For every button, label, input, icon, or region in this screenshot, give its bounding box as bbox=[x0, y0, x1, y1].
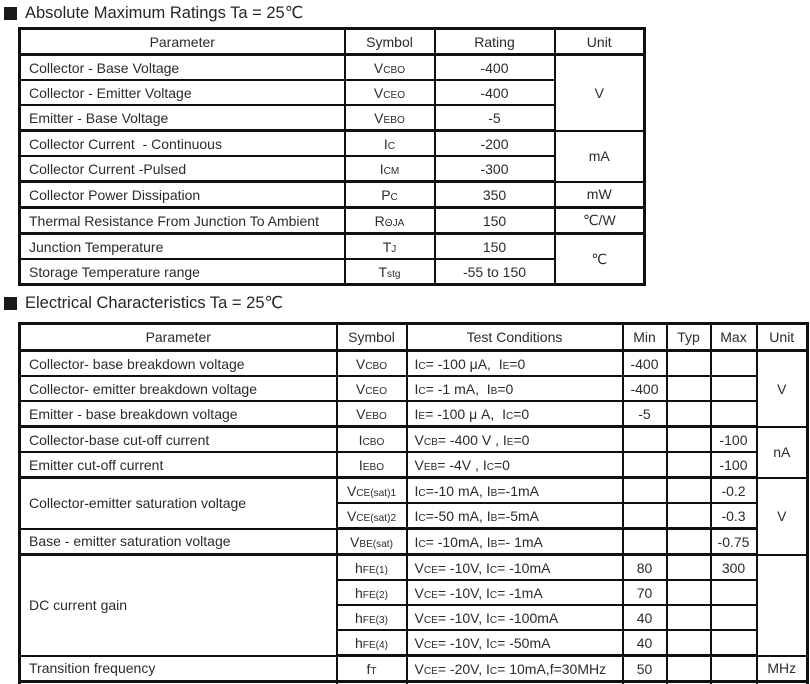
cond-cell: VCE= -10V, IC= -100mA bbox=[407, 605, 623, 630]
typ-cell bbox=[667, 580, 711, 605]
table-row bbox=[20, 452, 808, 478]
min-cell: 40 bbox=[623, 605, 667, 630]
min-cell: 80 bbox=[623, 555, 667, 581]
min-cell: 70 bbox=[623, 580, 667, 605]
max-cell bbox=[711, 630, 757, 656]
param-cell: Junction Temperature bbox=[20, 234, 345, 260]
elec-char-title-row bbox=[4, 293, 283, 313]
cond-cell: VEB= -4V , IC=0 bbox=[407, 452, 623, 478]
typ-cell bbox=[667, 376, 711, 401]
table-row bbox=[20, 478, 808, 504]
cond-cell: IC= -100 μA, IE=0 bbox=[407, 351, 623, 377]
typ-cell bbox=[667, 555, 711, 581]
table-row bbox=[20, 105, 645, 131]
table-row bbox=[20, 656, 808, 682]
max-cell bbox=[711, 580, 757, 605]
table-row bbox=[20, 131, 645, 157]
typ-cell bbox=[667, 656, 711, 682]
cond-cell: VCB= -400 V , IE=0 bbox=[407, 427, 623, 453]
table-row bbox=[20, 427, 808, 453]
table-row bbox=[20, 55, 645, 81]
param-cell: Collector Current - Continuous bbox=[20, 131, 345, 157]
abs-max-table bbox=[18, 27, 646, 286]
min-cell: -400 bbox=[623, 351, 667, 377]
table-row bbox=[20, 182, 645, 208]
max-cell: 300 bbox=[711, 555, 757, 581]
min-cell: -400 bbox=[623, 376, 667, 401]
rating-cell: -55 to 150 bbox=[435, 259, 555, 285]
unit-cell: V bbox=[757, 351, 808, 427]
param-cell: Emitter cut-off current bbox=[20, 452, 337, 478]
col-header-symbol: Symbol bbox=[345, 29, 435, 55]
param-cell: Emitter - Base Voltage bbox=[20, 105, 345, 131]
unit-cell: ℃/W bbox=[555, 208, 645, 234]
symbol-cell: RΘJA bbox=[345, 208, 435, 234]
symbol-cell: VCBO bbox=[345, 55, 435, 81]
table-row bbox=[20, 376, 808, 401]
cond-cell: VCE= -10V, IC= -1mA bbox=[407, 580, 623, 605]
col-header-parameter: Parameter bbox=[20, 29, 345, 55]
table-row bbox=[20, 208, 645, 234]
param-cell: Collector Power Dissipation bbox=[20, 182, 345, 208]
max-cell bbox=[711, 351, 757, 377]
typ-cell bbox=[667, 605, 711, 630]
col-header-symbol: Symbol bbox=[337, 324, 407, 351]
typ-cell bbox=[667, 401, 711, 427]
elec-header-row bbox=[20, 324, 808, 351]
rating-cell: 350 bbox=[435, 182, 555, 208]
col-header-typ: Typ bbox=[667, 324, 711, 351]
symbol-cell: IC bbox=[345, 131, 435, 157]
table-row bbox=[20, 401, 808, 427]
min-cell: 50 bbox=[623, 656, 667, 682]
col-header-rating: Rating bbox=[435, 29, 555, 55]
symbol-cell: hFE(4) bbox=[337, 630, 407, 656]
unit-cell: MHz bbox=[757, 656, 808, 682]
max-cell: -100 bbox=[711, 452, 757, 478]
table-row bbox=[20, 80, 645, 105]
rating-cell: -5 bbox=[435, 105, 555, 131]
param-cell: Transition frequency bbox=[20, 656, 337, 682]
table-row bbox=[20, 259, 645, 285]
symbol-cell: ICBO bbox=[337, 427, 407, 453]
cond-cell: IC= -1 mA, IB=0 bbox=[407, 376, 623, 401]
param-cell: Collector - Emitter Voltage bbox=[20, 80, 345, 105]
param-cell: Base - emitter saturation voltage bbox=[20, 529, 337, 555]
table-row bbox=[20, 351, 808, 377]
param-cell: Collector Current -Pulsed bbox=[20, 156, 345, 182]
section-bullet-icon bbox=[4, 7, 17, 20]
symbol-cell: Tstg bbox=[345, 259, 435, 285]
symbol-cell: hFE(1) bbox=[337, 555, 407, 581]
min-cell bbox=[623, 452, 667, 478]
unit-cell bbox=[757, 555, 808, 656]
elec-char-title: Electrical Characteristics Ta = 25℃ bbox=[25, 294, 284, 312]
symbol-cell: VEBO bbox=[345, 105, 435, 131]
typ-cell bbox=[667, 529, 711, 555]
cond-cell: VCE= -20V, IC= 10mA,f=30MHz bbox=[407, 656, 623, 682]
min-cell bbox=[623, 427, 667, 453]
table-row bbox=[20, 234, 645, 260]
param-cell: Storage Temperature range bbox=[20, 259, 345, 285]
min-cell bbox=[623, 503, 667, 529]
typ-cell bbox=[667, 503, 711, 529]
max-cell bbox=[711, 656, 757, 682]
unit-cell: nA bbox=[757, 427, 808, 478]
symbol-cell: VCE(sat)2 bbox=[337, 503, 407, 529]
unit-cell: V bbox=[757, 478, 808, 555]
rating-cell: -200 bbox=[435, 131, 555, 157]
symbol-cell: VEBO bbox=[337, 401, 407, 427]
rating-cell: 150 bbox=[435, 234, 555, 260]
symbol-cell: VCBO bbox=[337, 351, 407, 377]
cond-cell: IC=-50 mA, IB=-5mA bbox=[407, 503, 623, 529]
table-row bbox=[20, 156, 645, 182]
min-cell bbox=[623, 478, 667, 504]
max-cell bbox=[711, 605, 757, 630]
abs-max-header-row bbox=[20, 29, 645, 55]
param-cell: Thermal Resistance From Junction To Ambient bbox=[20, 208, 345, 234]
typ-cell bbox=[667, 351, 711, 377]
symbol-cell: hFE(2) bbox=[337, 580, 407, 605]
symbol-cell: VCE(sat)1 bbox=[337, 478, 407, 504]
symbol-cell: fT bbox=[337, 656, 407, 682]
param-cell: Collector- emitter breakdown voltage bbox=[20, 376, 337, 401]
min-cell: -5 bbox=[623, 401, 667, 427]
abs-max-title: Absolute Maximum Ratings Ta = 25℃ bbox=[25, 4, 304, 22]
param-cell: DC current gain bbox=[20, 555, 337, 656]
cond-cell: IC= -10mA, IB=- 1mA bbox=[407, 529, 623, 555]
symbol-cell: PC bbox=[345, 182, 435, 208]
col-header-parameter: Parameter bbox=[20, 324, 337, 351]
param-cell: Collector- base breakdown voltage bbox=[20, 351, 337, 377]
symbol-cell: ICM bbox=[345, 156, 435, 182]
abs-max-title-row bbox=[4, 3, 303, 23]
cond-cell: IE= -100 μ A, IC=0 bbox=[407, 401, 623, 427]
symbol-cell: VBE(sat) bbox=[337, 529, 407, 555]
col-header-conditions: Test Conditions bbox=[407, 324, 623, 351]
max-cell: -0.3 bbox=[711, 503, 757, 529]
rating-cell: -400 bbox=[435, 55, 555, 81]
max-cell: -100 bbox=[711, 427, 757, 453]
unit-cell: mW bbox=[555, 182, 645, 208]
param-cell: Collector-emitter saturation voltage bbox=[20, 478, 337, 529]
param-cell: Collector-base cut-off current bbox=[20, 427, 337, 453]
symbol-cell: hFE(3) bbox=[337, 605, 407, 630]
cond-cell: IC=-10 mA, IB=-1mA bbox=[407, 478, 623, 504]
symbol-cell: IEBO bbox=[337, 452, 407, 478]
table-row bbox=[20, 555, 808, 581]
cond-cell: VCE= -10V, IC= -10mA bbox=[407, 555, 623, 581]
col-header-min: Min bbox=[623, 324, 667, 351]
col-header-max: Max bbox=[711, 324, 757, 351]
rating-cell: -300 bbox=[435, 156, 555, 182]
max-cell: -0.75 bbox=[711, 529, 757, 555]
unit-cell: mA bbox=[555, 131, 645, 182]
max-cell bbox=[711, 401, 757, 427]
min-cell bbox=[623, 529, 667, 555]
table-row bbox=[20, 529, 808, 555]
symbol-cell: VCEO bbox=[337, 376, 407, 401]
unit-cell: ℃ bbox=[555, 234, 645, 285]
param-cell: Collector - Base Voltage bbox=[20, 55, 345, 81]
elec-char-table bbox=[18, 322, 809, 684]
symbol-cell: TJ bbox=[345, 234, 435, 260]
typ-cell bbox=[667, 630, 711, 656]
max-cell bbox=[711, 376, 757, 401]
typ-cell bbox=[667, 478, 711, 504]
cond-cell: VCE= -10V, IC= -50mA bbox=[407, 630, 623, 656]
typ-cell bbox=[667, 452, 711, 478]
min-cell: 40 bbox=[623, 630, 667, 656]
col-header-unit: Unit bbox=[555, 29, 645, 55]
param-cell: Emitter - base breakdown voltage bbox=[20, 401, 337, 427]
section-bullet-icon bbox=[4, 297, 17, 310]
symbol-cell: VCEO bbox=[345, 80, 435, 105]
unit-cell: V bbox=[555, 55, 645, 131]
col-header-unit: Unit bbox=[757, 324, 808, 351]
rating-cell: -400 bbox=[435, 80, 555, 105]
rating-cell: 150 bbox=[435, 208, 555, 234]
max-cell: -0.2 bbox=[711, 478, 757, 504]
typ-cell bbox=[667, 427, 711, 453]
